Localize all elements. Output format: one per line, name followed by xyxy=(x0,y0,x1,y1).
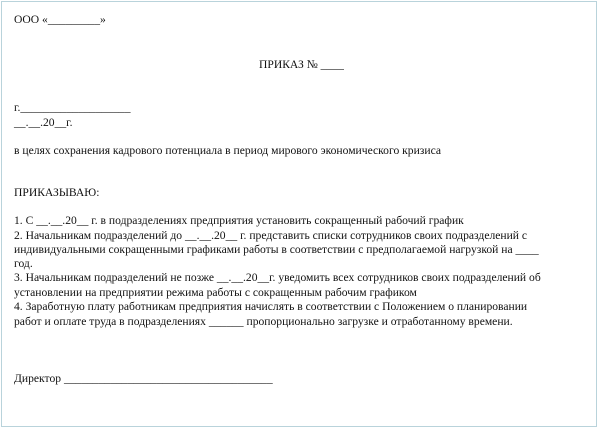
order-item-3-line-1: 3. Начальникам подразделений не позже __.__.20__г. уведомить всех сотрудников своих подразделений об xyxy=(14,271,541,284)
organization-name: ООО «_________» xyxy=(14,13,106,26)
purpose-statement: в целях сохранения кадрового потенциала в период мирового экономического кризиса xyxy=(14,144,441,157)
order-item-4-line-1: 4. Заработную плату работникам предприятия начислять в соответствии с Положением о планировании xyxy=(14,300,528,313)
document-title: ПРИКАЗ № ____ xyxy=(259,58,344,71)
order-item-4-line-2: работ и оплате труда в подразделениях ______ пропорционально загрузке и отработанному времени. xyxy=(14,315,513,328)
order-item-1: 1. С __.__.20__ г. в подразделениях предприятия установить сокращенный рабочий график xyxy=(14,214,464,227)
order-item-2-line-1: 2. Начальникам подразделений до __.__.20__ г. представить списки сотрудников своих подразделений с xyxy=(14,229,528,242)
director-signature-line: Директор ____________________________________ xyxy=(14,372,273,385)
order-heading: ПРИКАЗЫВАЮ: xyxy=(14,186,100,199)
document-page xyxy=(1,1,597,427)
date-line: __.__.20__г. xyxy=(14,116,73,129)
order-item-2-line-2: индивидуальными сокращенными графиками работы в соответствии с предполагаемой нагрузкой на ____ xyxy=(14,243,539,256)
city-line: г.___________________ xyxy=(14,101,131,114)
order-item-2-line-3: год. xyxy=(14,257,33,270)
order-item-3-line-2: установлении на предприятии режима работы с сокращенным рабочим графиком xyxy=(14,286,417,299)
